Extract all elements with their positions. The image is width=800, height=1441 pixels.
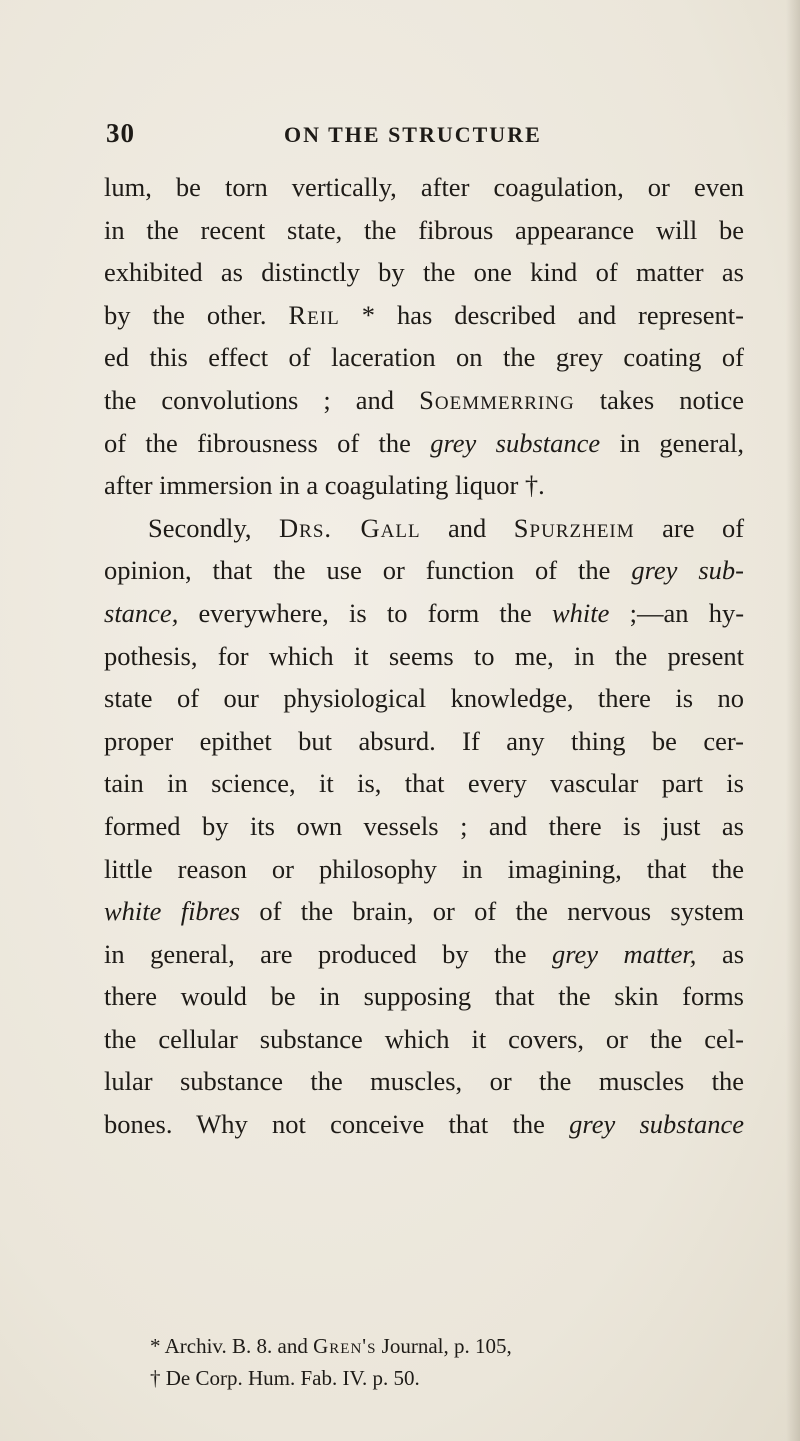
author-name-spurzheim: Spurzheim [513, 512, 635, 543]
body-text [104, 166, 744, 1146]
italic-term: white [551, 597, 610, 628]
paragraph-start: Secondly, Drs. Gall and Spurzheim are of [148, 512, 745, 543]
author-name-gren: Gren's [313, 1334, 377, 1358]
author-name-gall: Drs. Gall [279, 512, 421, 543]
italic-term: white fibres [104, 896, 241, 927]
page-header [106, 118, 746, 158]
text-line: lum, be torn vertically, after coagulation, or even [104, 172, 744, 202]
footnote: * Archiv. B. 8. and Gren's Journal, p. 105, [150, 1334, 512, 1358]
text-line: little reason or philosophy in imagining, that the [104, 853, 744, 884]
text-line: white fibres of the brain, or of the nervous system [104, 896, 745, 927]
page-edge-shadow [786, 0, 800, 1441]
author-name-soemmerring: Soemmerring [419, 384, 575, 415]
text-line: state of our physiological knowledge, there is no [104, 683, 744, 714]
text-line: in the recent state, the fibrous appearance will be [104, 214, 744, 245]
text-line: opinion, that the use or function of the grey sub- [104, 555, 744, 586]
text-line: exhibited as distinctly by the one kind of matter as [104, 257, 744, 288]
text-line: after immersion in a coagulating liquor †. [104, 470, 545, 501]
text-line: lular substance the muscles, or the muscles the [104, 1066, 744, 1097]
text-line: formed by its own vessels ; and there is just as [104, 810, 744, 841]
italic-term: stance, [104, 597, 179, 628]
text-line: stance, everywhere, is to form the white ;—an hy- [104, 597, 745, 628]
footnotes [150, 1330, 750, 1394]
text-line: bones. Why not conceive that the grey substance [104, 1109, 744, 1140]
text-line: in general, are produced by the grey matter, as [104, 938, 745, 969]
page-number: 30 [106, 118, 135, 148]
italic-term: grey sub- [631, 555, 744, 586]
text-line: tain in science, it is, that every vascular part is [104, 768, 744, 799]
text-line: proper epithet but absurd. If any thing be cer- [104, 725, 744, 756]
text-line: the convolutions ; and Soemmerring takes notice [104, 384, 745, 415]
footnote: † De Corp. Hum. Fab. IV. p. 50. [150, 1366, 420, 1390]
author-name-reil: Reil [288, 299, 340, 330]
running-head: ON THE STRUCTURE [284, 122, 542, 147]
text-line: by the other. Reil * has described and represent- [104, 299, 744, 330]
italic-term: grey matter, [551, 938, 697, 969]
text-line: the cellular substance which it covers, or the cel- [104, 1023, 744, 1054]
text-line: of the fibrousness of the grey substance in general, [104, 427, 745, 458]
text-line: pothesis, for which it seems to me, in the present [104, 640, 744, 671]
text-line: ed this effect of laceration on the grey coating of [104, 342, 744, 373]
italic-term: grey substance [569, 1109, 744, 1140]
text-line: there would be in supposing that the skin forms [104, 981, 744, 1012]
italic-term: grey substance [430, 427, 601, 458]
